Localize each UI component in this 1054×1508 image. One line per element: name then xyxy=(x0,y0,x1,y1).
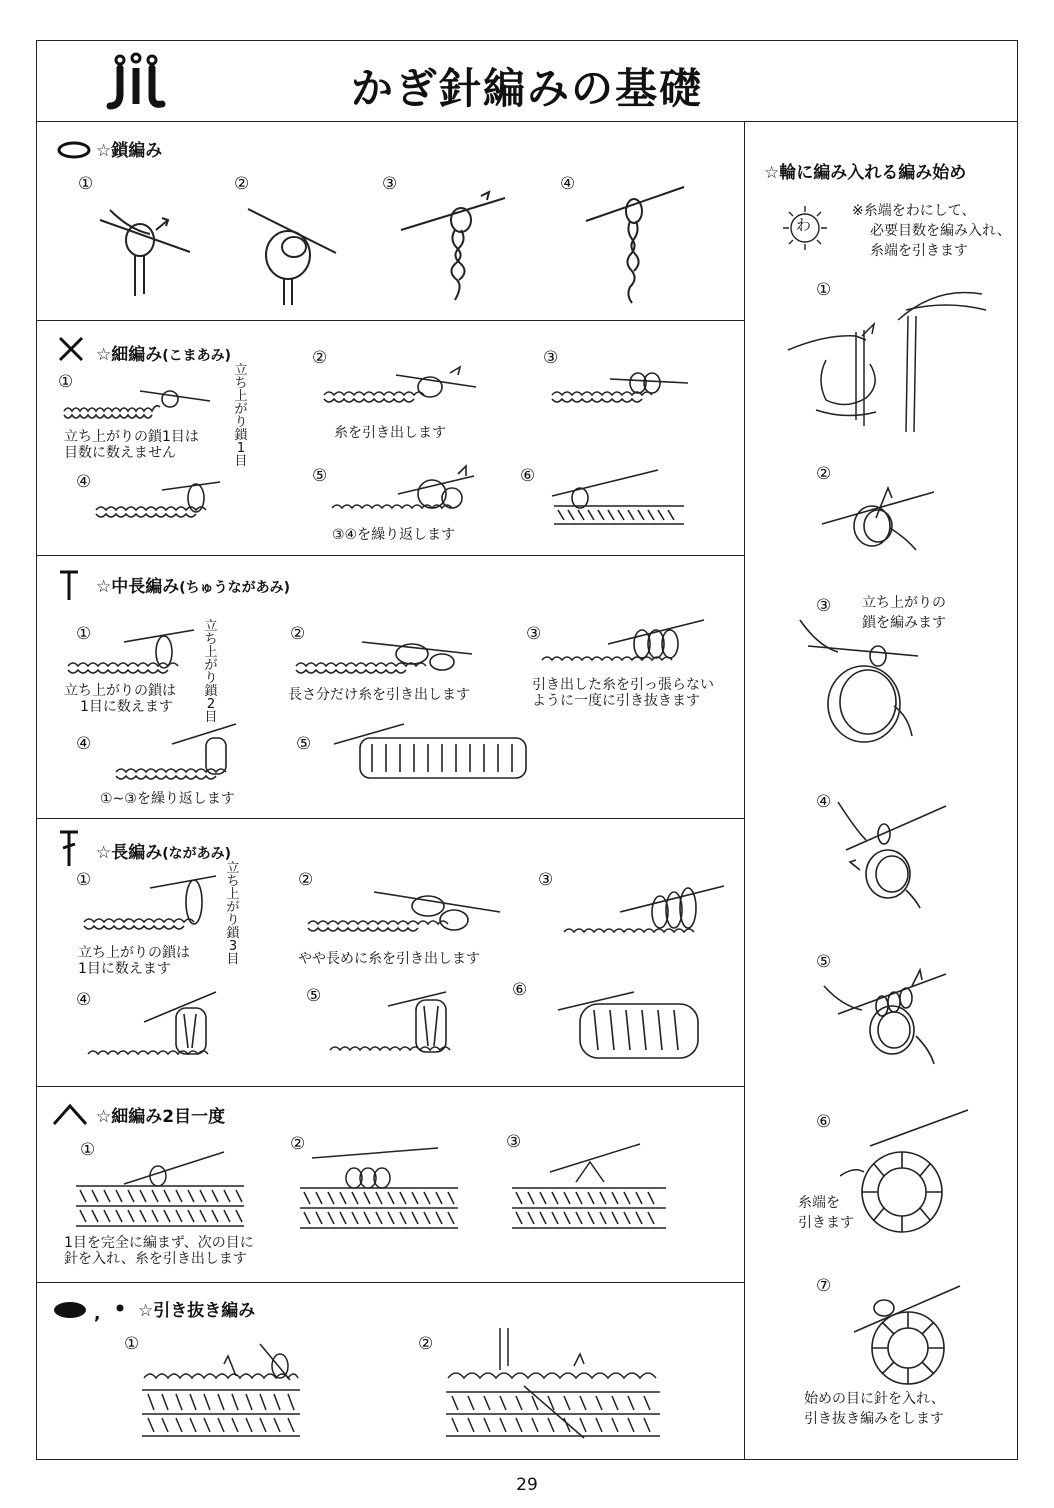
oval-symbol-icon xyxy=(56,140,92,160)
step-number: ② xyxy=(234,174,250,194)
single-step2-illustration xyxy=(320,365,480,410)
caption: やや長めに糸を引き出します xyxy=(298,951,480,967)
caption: 引き出した糸を引っ張らない xyxy=(532,677,714,693)
section-divider xyxy=(36,320,744,321)
ring-note: 糸端を引きます xyxy=(870,243,968,259)
dc-step5-illustration xyxy=(326,986,466,1066)
ring-step1-illustration xyxy=(786,280,996,440)
sc2tog-step2-illustration xyxy=(298,1144,463,1234)
caption: 立ち上がりの鎖は xyxy=(78,945,190,961)
caption: ように一度に引き抜きます xyxy=(532,693,700,709)
step-number: ① xyxy=(76,624,92,644)
chain-stitch-title: ☆鎖編み xyxy=(96,141,163,161)
ring-step7-illustration xyxy=(846,1280,966,1390)
vertical-annotation: 立ち上がり鎖2目 xyxy=(204,619,218,725)
step-number: ⑥ xyxy=(816,1112,832,1132)
dc-step3-illustration xyxy=(560,880,730,946)
vertical-annotation: 立ち上がり鎖1目 xyxy=(234,363,248,469)
step-number: ② xyxy=(298,870,314,890)
step-number: ⑤ xyxy=(306,986,322,1006)
step-number: ① xyxy=(78,174,94,194)
step-number: ③ xyxy=(526,624,542,644)
step-number: ① xyxy=(124,1334,140,1354)
caption: 立ち上がりの xyxy=(862,595,946,611)
step-number: ④ xyxy=(560,174,576,194)
section-divider xyxy=(36,1086,744,1087)
chain-step3-illustration xyxy=(395,190,515,305)
sc2tog-step1-illustration xyxy=(74,1150,249,1232)
slip-stitch-title: ☆引き抜き編み xyxy=(138,1301,256,1321)
page-number: 29 xyxy=(516,1475,538,1495)
hdc-step2-illustration xyxy=(292,632,477,682)
step-number: ⑦ xyxy=(816,1276,832,1296)
vertical-annotation: 立ち上がり鎖3目 xyxy=(226,861,240,967)
dc-step1-illustration xyxy=(80,874,220,938)
caption: ③④を繰り返します xyxy=(332,527,456,543)
dot-symbol-icon xyxy=(114,1302,126,1314)
caption: 糸を引き出します xyxy=(334,425,446,441)
hdc-step3-illustration xyxy=(538,614,708,674)
step-number: ① xyxy=(58,372,74,392)
step-number: ③ xyxy=(543,348,559,368)
step-number: ③ xyxy=(538,870,554,890)
step-number: ③ xyxy=(382,174,398,194)
step-number: ② xyxy=(418,1334,434,1354)
step-number: ⑤ xyxy=(312,466,328,486)
step-number: ④ xyxy=(76,734,92,754)
caption: ①~③を繰り返します xyxy=(100,791,235,807)
step-number: ④ xyxy=(816,792,832,812)
single-step4-illustration xyxy=(92,476,222,526)
step-number: ④ xyxy=(76,990,92,1010)
step-number: ② xyxy=(290,624,306,644)
step-number: ① xyxy=(80,1140,96,1160)
caption: 長さ分だけ糸を引き出します xyxy=(288,687,470,703)
caption: 立ち上がりの鎖は xyxy=(64,683,176,699)
hdc-step5-illustration xyxy=(332,722,532,784)
caption: 糸端を xyxy=(798,1195,840,1211)
step-number: ① xyxy=(816,280,832,300)
chain-step4-illustration xyxy=(580,185,690,305)
ring-note: 必要目数を編み入れ、 xyxy=(870,223,1011,239)
step-number: ⑤ xyxy=(296,734,312,754)
caption: 鎖を編みます xyxy=(862,615,946,631)
single-step1-illustration xyxy=(60,385,220,425)
ring-note: ※糸端をわにして、 xyxy=(852,203,976,219)
dc-step2-illustration xyxy=(304,884,504,944)
ring-step3-illustration xyxy=(798,616,938,752)
chain-step2-illustration xyxy=(240,195,350,305)
t-crossed-symbol-icon xyxy=(58,828,80,868)
page-header xyxy=(36,40,1018,122)
caption: 立ち上がりの鎖1目は xyxy=(64,429,199,445)
step-number: ② xyxy=(312,348,328,368)
ring-step4-illustration xyxy=(836,800,951,910)
ring-step6-illustration xyxy=(840,1106,970,1242)
symbol-separator: , xyxy=(94,1304,101,1324)
column-divider xyxy=(744,122,745,1460)
dc-step6-illustration xyxy=(554,988,704,1068)
t-symbol-icon xyxy=(58,568,80,602)
section-divider xyxy=(36,818,744,819)
filled-oval-symbol-icon xyxy=(52,1300,88,1320)
ring-symbol-label: わ xyxy=(796,216,812,234)
sc2tog-step3-illustration xyxy=(510,1142,670,1234)
single-step3-illustration xyxy=(548,355,698,410)
caption: 引きます xyxy=(798,1215,854,1231)
step-number: ⑥ xyxy=(512,980,528,1000)
single-step5-illustration xyxy=(328,462,478,522)
single-step6-illustration xyxy=(548,466,693,528)
hdc-step4-illustration xyxy=(112,722,242,784)
half-double-crochet-title: ☆中長編み(ちゅうながあみ) xyxy=(96,577,291,597)
caption: 針を入れ、糸を引き出します xyxy=(64,1251,247,1267)
step-number: ③ xyxy=(816,596,832,616)
caption: 1目に数えます xyxy=(78,961,171,977)
single-crochet-title: ☆細編み(こまあみ) xyxy=(96,345,232,365)
ring-step5-illustration xyxy=(822,966,952,1066)
x-symbol-icon xyxy=(56,334,86,364)
step-number: ⑤ xyxy=(816,952,832,972)
page-title: かぎ針編みの基礎 xyxy=(350,64,703,113)
dc-step4-illustration xyxy=(84,986,224,1066)
caption: 1目を完全に編まず、次の目に xyxy=(64,1235,254,1251)
caption: 始めの目に針を入れ、 xyxy=(804,1391,945,1407)
step-number: ② xyxy=(816,464,832,484)
caption: 1目に数えます xyxy=(80,699,173,715)
step-number: ③ xyxy=(506,1132,522,1152)
caption: 引き抜き編みをします xyxy=(804,1411,944,1427)
step-number: ⑥ xyxy=(520,466,536,486)
sc2tog-title: ☆細編み2目一度 xyxy=(96,1107,226,1127)
hdc-step1-illustration xyxy=(64,622,204,682)
slip-step1-illustration xyxy=(140,1340,305,1440)
section-divider xyxy=(36,555,744,556)
ring-step2-illustration xyxy=(816,478,941,558)
step-number: ① xyxy=(76,870,92,890)
caption: 目数に数えません xyxy=(64,445,176,461)
section-divider xyxy=(36,1282,744,1283)
double-crochet-title: ☆長編み(ながあみ) xyxy=(96,843,232,863)
ring-start-title: ☆輪に編み入れる編み始め xyxy=(764,163,967,183)
step-number: ② xyxy=(290,1134,306,1154)
caret-symbol-icon xyxy=(52,1102,88,1126)
step-number: ④ xyxy=(76,472,92,492)
slip-step2-illustration xyxy=(444,1326,664,1440)
chain-step1-illustration xyxy=(90,190,200,300)
